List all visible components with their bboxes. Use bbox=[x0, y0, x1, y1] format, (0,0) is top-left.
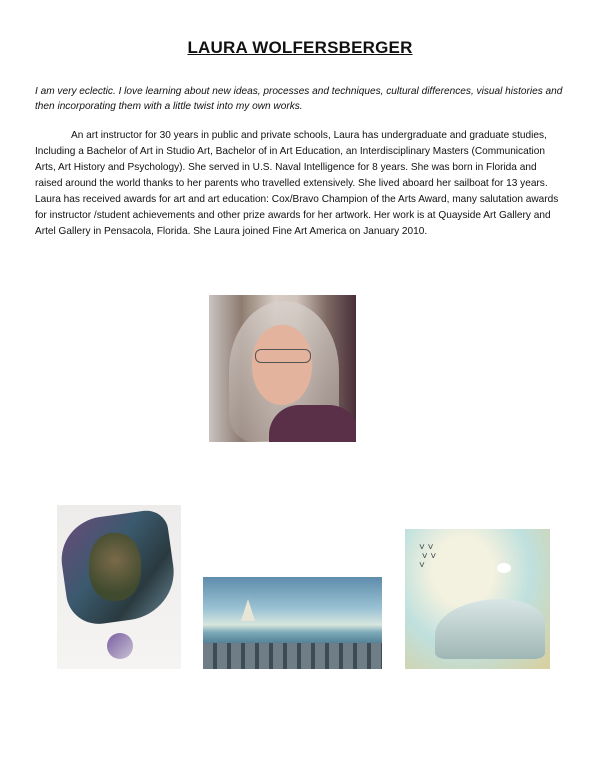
portrait-shirt bbox=[269, 405, 356, 442]
dove-icon bbox=[497, 563, 511, 573]
ship-arches bbox=[203, 643, 382, 669]
portrait-face bbox=[252, 325, 312, 405]
artwork-ship-painting bbox=[203, 577, 382, 669]
portrait-glasses bbox=[255, 349, 311, 363]
artist-bio: An art instructor for 30 years in public and private schools, Laura has undergraduate and graduate studies, Including a Bachelor of Art in Studio Art, Bachelor of in Art Education, an Interdisciplinary Masters (Communication Arts, Art History and Psychology). She served in U.S. Naval Intelligence for 8 years. She was born in Florida and raised around the world thanks to her parents who travelled extensively. She lived aboard her sailboat for 13 years. Laura has received awards for art and art education: Cox/Bravo Champion of the Arts Award, many salutation awards for instructor /student achievements and other prize awards for her artwork. Her work is at Quayside Art Gallery and Artel Gallery in Pensacola, Florida. She Laura joined Fine Art America on January 2010. bbox=[35, 130, 559, 237]
mask-pendant bbox=[107, 633, 133, 659]
dream-profile bbox=[435, 599, 545, 659]
mask-face bbox=[89, 533, 141, 601]
artwork-mask-image bbox=[57, 505, 181, 669]
page-title: LAURA WOLFERSBERGER bbox=[187, 38, 413, 57]
artist-quote: I am very eclectic. I love learning about new ideas, processes and techniques, cultural differences, visual histories and then incorporating them with a little twist into my own works. bbox=[35, 86, 563, 112]
artist-portrait-photo bbox=[209, 295, 356, 442]
birds-icon: ˅ ˅ ˅ ˅ ˅ bbox=[419, 542, 437, 571]
ship-sail bbox=[241, 599, 255, 621]
artwork-dream-face-painting bbox=[405, 529, 550, 669]
